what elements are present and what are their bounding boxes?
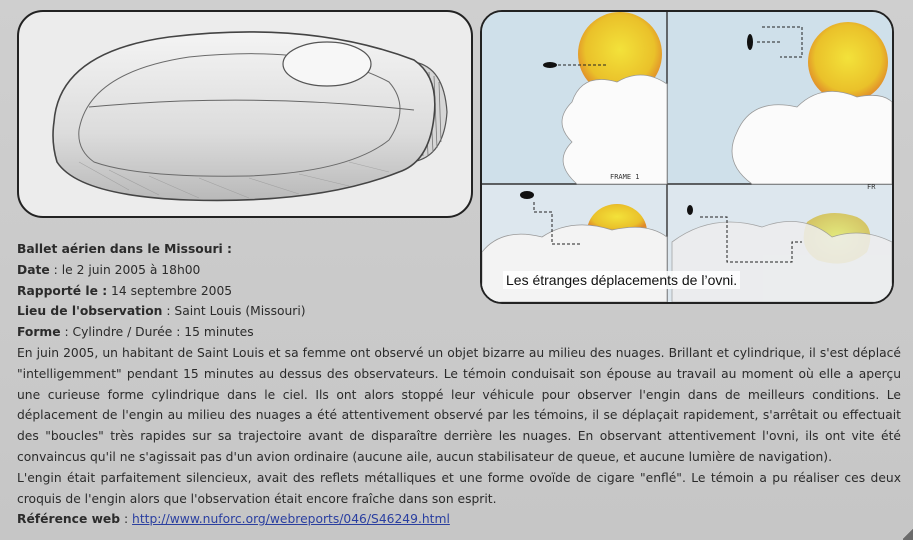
reference-label: Référence web <box>17 512 121 527</box>
article-title: Ballet aérien dans le Missouri : <box>17 242 232 256</box>
cigar-drawing <box>19 12 471 216</box>
reported-label: Rapporté le : <box>17 283 108 298</box>
reference-line <box>17 509 901 530</box>
shape-value: : Cylindre / Durée : 15 minutes <box>60 325 254 340</box>
reference-link[interactable]: http://www.nuforc.org/webreports/046/S46249.html <box>132 512 450 527</box>
ufo-cigar-sketch <box>17 10 473 218</box>
article-text <box>17 239 901 530</box>
location-line <box>17 301 901 322</box>
reported-value: 14 septembre 2005 <box>107 283 233 298</box>
date-line <box>17 260 901 281</box>
frame-1-label: FRAME 1 <box>610 173 640 181</box>
paragraph-1: En juin 2005, un habitant de Saint Louis et sa femme ont observé un objet bizarre au milieu des nuages. Brillant et cylindrique, il s'est déplacé "intelligemment" pendant 15 minutes au dessus des observateurs. Le témoin conduisait son épouse au travail au moment où elle a aperçu une curieuse forme cylindrique dans le ciel. Ils ont alors stoppé leur véhicule pour observer l'engin dans de meilleurs conditions. Le déplacement de l'engin au milieu des nuages a été attentivement observé par les témoins, il se déplaçait rapidement, s'arrêtait ou effectuait des "boucles" très rapides sur sa trajectoire avant de disparaître derrière les nuages. En observant attentivement l'ovni, ils ont vite été convaincus qu'il ne s'agissait pas d'un avion ordinaire (aucune aile, aucun stabilisateur de queue, et aucune lumière de navigation). <box>17 345 901 464</box>
reported-line <box>17 281 901 302</box>
shape-line <box>17 322 901 343</box>
date-label: Date <box>17 262 50 277</box>
resize-corner <box>903 528 913 540</box>
frame-2-label: FR <box>867 183 876 191</box>
location-label: Lieu de l'observation <box>17 304 163 319</box>
figure-caption: Les étranges déplacements de l’ovni. <box>503 271 740 289</box>
shape-label: Forme <box>17 325 61 340</box>
paragraph-2: L'engin était parfaitement silencieux, avait des reflets métalliques et une forme ovoïde de cigare "enflé". Le témoin a pu réaliser ces deux croquis de l'engin alors que l'observation était encore fraîche dans son esprit. <box>17 470 901 506</box>
reference-separator: : <box>120 512 133 527</box>
date-value: : le 2 juin 2005 à 18h00 <box>49 262 201 277</box>
location-value: : Saint Louis (Missouri) <box>162 304 306 319</box>
